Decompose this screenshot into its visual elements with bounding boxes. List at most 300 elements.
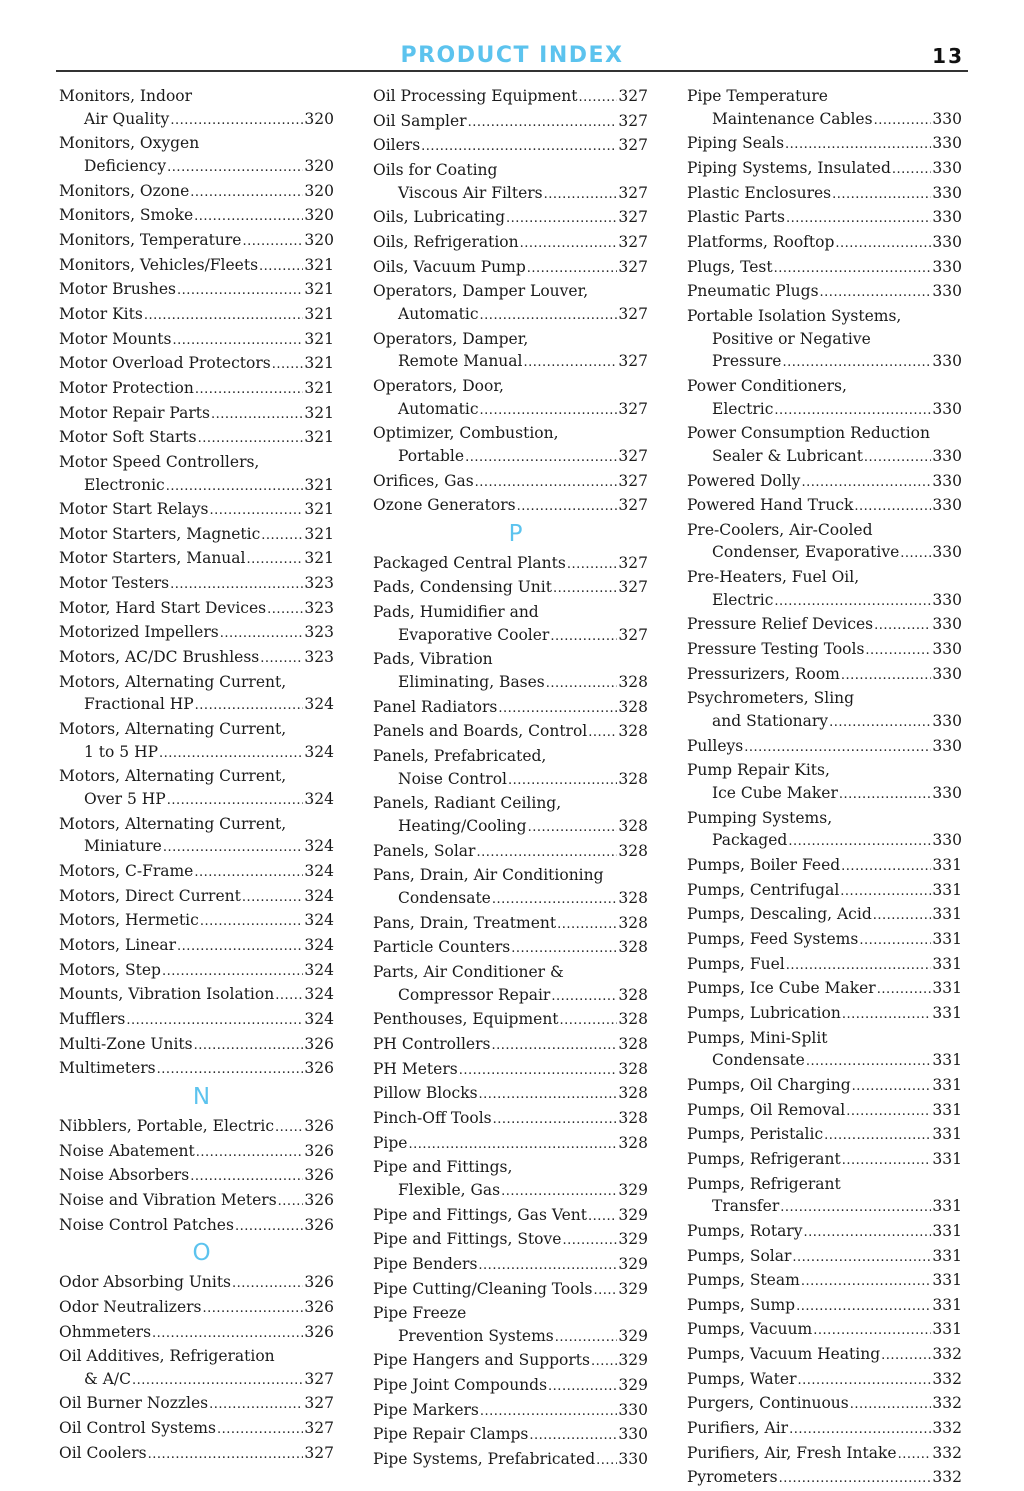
index-entry — [687, 807, 962, 854]
entry-text: Portable Isolation Systems, — [687, 306, 902, 325]
entry-text: Panels and Boards, Control — [373, 722, 588, 741]
index-entry — [687, 663, 962, 688]
entry-text: Plastic Enclosures — [687, 183, 832, 202]
entry-text: Condensate — [398, 889, 491, 907]
entry-page-number: 330 — [932, 640, 962, 659]
entry-page-number: 321 — [304, 354, 334, 373]
index-entry — [373, 1278, 648, 1303]
dot-leader — [459, 1060, 618, 1083]
entry-text: Transfer — [712, 1197, 780, 1216]
entry-text: Monitors, Vehicles/Fleets — [59, 255, 259, 274]
index-column-3 — [687, 85, 962, 1491]
index-entry — [687, 375, 962, 422]
index-entry — [687, 157, 962, 182]
entry-text: Motors, Linear — [59, 935, 177, 954]
entry-text: Pyrometers — [687, 1468, 778, 1487]
entry-page-number: 330 — [932, 352, 962, 371]
entry-page-number: 331 — [932, 979, 962, 998]
index-entry — [687, 256, 962, 281]
dot-leader — [478, 1255, 617, 1278]
dot-leader — [242, 887, 304, 910]
entry-page-number: 331 — [932, 856, 962, 874]
index-entry — [373, 1058, 648, 1083]
entry-page-number: 327 — [618, 87, 648, 105]
entry-text: Purgers, Continuous — [687, 1394, 849, 1413]
entry-text: Pipe Freeze — [373, 1304, 467, 1323]
dot-leader — [842, 1150, 932, 1173]
dot-leader — [511, 938, 617, 961]
index-entry — [687, 1027, 962, 1074]
entry-text: Noise Absorbers — [59, 1166, 190, 1185]
index-entry — [687, 1392, 962, 1417]
entry-page-number: 330 — [932, 615, 962, 634]
dot-leader — [829, 712, 931, 735]
index-entry — [687, 1343, 962, 1368]
index-entry — [687, 494, 962, 519]
entry-page-number: 330 — [932, 183, 962, 202]
entry-page-number: 332 — [932, 1468, 962, 1487]
entry-page-number: 330 — [932, 446, 962, 465]
entry-text: Pumps, Boiler Feed — [687, 856, 841, 874]
index-entry — [687, 1123, 962, 1148]
index-entry — [687, 759, 962, 806]
dot-leader — [892, 159, 932, 182]
index-entry — [59, 597, 334, 622]
entry-text: Motors, Alternating Current, — [59, 672, 287, 691]
entry-page-number: 329 — [618, 1205, 648, 1224]
entry-page-number: 326 — [304, 1116, 334, 1135]
index-entry — [373, 256, 648, 281]
entry-text: Pumps, Water — [687, 1369, 797, 1388]
entry-page-number: 321 — [304, 549, 334, 568]
dot-leader — [198, 428, 304, 451]
entry-page-number: 330 — [932, 784, 962, 803]
entry-page-number: 330 — [932, 109, 962, 128]
entry-page-number: 327 — [304, 1419, 334, 1438]
index-entry — [59, 523, 334, 548]
index-entry — [687, 1269, 962, 1294]
dot-leader — [840, 881, 931, 904]
section-letter: P — [508, 520, 523, 547]
entry-page-number: 330 — [932, 282, 962, 301]
dot-leader — [267, 599, 303, 622]
entry-page-number: 327 — [618, 352, 648, 371]
dot-leader — [528, 817, 618, 840]
index-entry — [373, 1423, 648, 1448]
entry-text: Pipe Hangers and Supports — [373, 1351, 590, 1370]
entry-page-number: 324 — [304, 837, 334, 856]
entry-text: Pipe and Fittings, — [373, 1158, 513, 1177]
dot-leader — [211, 404, 303, 427]
entry-page-number: 326 — [304, 1322, 334, 1341]
entry-page-number: 326 — [304, 1215, 334, 1234]
entry-text: Pipe Benders — [373, 1254, 478, 1273]
index-entry — [373, 110, 648, 135]
entry-text: Motors, Direct Current — [59, 886, 241, 905]
dot-leader — [835, 233, 931, 256]
entry-text: Pipe and Fittings, Gas Vent — [373, 1205, 587, 1224]
section-letter: N — [192, 1083, 211, 1110]
dot-leader — [786, 955, 932, 978]
entry-page-number: 331 — [932, 929, 962, 948]
entry-text: Pressurizers, Room — [687, 664, 840, 683]
entry-text: Pumps, Oil Removal — [687, 1100, 846, 1119]
entry-text: Motors, Hermetic — [59, 911, 199, 930]
entry-text: Motor Testers — [59, 574, 170, 593]
index-entry — [687, 1318, 962, 1343]
index-entry — [59, 498, 334, 523]
entry-text: Eliminating, Bases — [398, 673, 545, 692]
dot-leader — [194, 206, 303, 229]
dot-leader — [850, 1394, 932, 1417]
entry-text: Oil Processing Equipment — [373, 87, 578, 105]
index-entry — [373, 1033, 648, 1058]
entry-text: Pumping Systems, — [687, 808, 833, 827]
entry-text: Motor Soft Starts — [59, 428, 197, 447]
entry-page-number: 321 — [304, 428, 334, 447]
dot-leader — [209, 1394, 303, 1417]
entry-text: Packaged — [712, 831, 788, 850]
entry-text: Fractional HP — [84, 695, 194, 714]
entry-text: Pneumatic Plugs — [687, 282, 819, 301]
dot-leader — [774, 400, 931, 423]
entry-page-number: 321 — [304, 500, 334, 519]
dot-leader — [132, 1370, 303, 1393]
entry-page-number: 329 — [618, 1180, 648, 1199]
entry-text: Positive or Negative — [712, 329, 871, 348]
index-entry — [373, 648, 648, 695]
entry-page-number: 323 — [304, 574, 334, 593]
entry-text: Operators, Damper, — [373, 329, 529, 348]
dot-leader — [272, 354, 304, 377]
dot-leader — [195, 695, 304, 718]
dot-leader — [491, 1035, 617, 1058]
entry-page-number: 321 — [304, 329, 334, 348]
page-title: PRODUCT INDEX — [400, 43, 624, 68]
index-entry — [59, 402, 334, 427]
index-entry — [373, 1253, 648, 1278]
entry-page-number: 320 — [304, 156, 334, 175]
entry-page-number: 330 — [932, 496, 962, 515]
entry-text: Pads, Vibration — [373, 650, 493, 669]
entry-page-number: 331 — [932, 880, 962, 899]
entry-text: Pumps, Vacuum — [687, 1320, 813, 1339]
dot-leader — [167, 157, 303, 180]
dot-leader — [832, 184, 931, 207]
dot-leader — [779, 1468, 932, 1491]
dot-leader — [242, 231, 303, 254]
dot-leader — [555, 1327, 618, 1350]
entry-text: Motors, Alternating Current, — [59, 814, 287, 833]
dot-leader — [520, 233, 618, 256]
index-entry — [373, 206, 648, 231]
index-entry — [373, 1156, 648, 1203]
index-entry — [373, 328, 648, 375]
entry-text: Motor Overload Protectors — [59, 354, 271, 373]
dot-leader — [873, 905, 932, 928]
entry-text: Pipe Temperature — [687, 87, 828, 105]
entry-text: Motor Start Relays — [59, 500, 209, 519]
dot-leader — [567, 554, 618, 577]
entry-page-number: 330 — [618, 1400, 648, 1419]
dot-leader — [806, 1051, 932, 1074]
dot-leader — [259, 256, 303, 279]
entry-text: Oilers — [373, 136, 421, 155]
header-rule — [56, 70, 968, 72]
dot-leader — [195, 379, 304, 402]
dot-leader — [517, 496, 618, 519]
dot-leader — [820, 282, 932, 305]
dot-leader — [260, 648, 303, 671]
index-entry — [687, 1148, 962, 1173]
entry-page-number: 324 — [304, 790, 334, 809]
entry-page-number: 330 — [932, 712, 962, 731]
dot-leader — [527, 258, 618, 281]
index-entry — [687, 1294, 962, 1319]
entry-page-number: 328 — [618, 769, 648, 788]
dot-leader — [166, 476, 304, 499]
index-entry — [59, 303, 334, 328]
entry-page-number: 327 — [618, 208, 648, 227]
dot-leader — [492, 889, 618, 912]
entry-text: Ohmmeters — [59, 1322, 152, 1341]
entry-text: Oils, Refrigeration — [373, 232, 519, 251]
entry-text: Packaged Central Plants — [373, 553, 566, 572]
dot-leader — [546, 673, 618, 696]
entry-text: Pipe Joint Compounds — [373, 1376, 548, 1395]
dot-leader — [475, 472, 618, 495]
entry-text: Pumps, Sump — [687, 1295, 796, 1314]
entry-page-number: 327 — [618, 399, 648, 418]
entry-page-number: 324 — [304, 742, 334, 761]
entry-page-number: 327 — [304, 1394, 334, 1413]
entry-text: Powered Hand Truck — [687, 496, 854, 515]
index-entry — [59, 983, 334, 1008]
entry-page-number: 328 — [618, 697, 648, 716]
entry-page-number: 328 — [618, 1059, 648, 1078]
index-entry — [373, 601, 648, 648]
entry-page-number: 331 — [932, 1003, 962, 1022]
index-entry — [373, 1204, 648, 1229]
entry-text: Condenser, Evaporative — [712, 543, 900, 562]
index-entry — [59, 1115, 334, 1140]
entry-page-number: 324 — [304, 911, 334, 930]
dot-leader — [813, 1320, 931, 1343]
entry-text: Motors, Step — [59, 960, 161, 979]
index-entry — [687, 206, 962, 231]
entry-page-number: 327 — [618, 578, 648, 597]
entry-page-number: 320 — [304, 181, 334, 200]
entry-page-number: 328 — [618, 1133, 648, 1152]
entry-text: Multi-Zone Units — [59, 1034, 193, 1053]
entry-text: Nibblers, Portable, Electric — [59, 1116, 275, 1135]
index-entry — [687, 519, 962, 566]
entry-text: Oils, Vacuum Pump — [373, 257, 526, 276]
entry-text: Pumps, Mini-Split — [687, 1028, 828, 1047]
entry-text: Pumps, Steam — [687, 1271, 800, 1290]
entry-text: Maintenance Cables — [712, 109, 873, 128]
index-entry — [373, 1132, 648, 1157]
entry-text: Monitors, Temperature — [59, 230, 242, 249]
index-entry — [373, 231, 648, 256]
dot-leader — [501, 1181, 617, 1204]
entry-page-number: 326 — [304, 1034, 334, 1053]
dot-leader — [839, 784, 932, 807]
index-entry — [373, 134, 648, 159]
entry-page-number: 324 — [304, 960, 334, 979]
entry-text: Purifiers, Air, Fresh Intake — [687, 1443, 897, 1462]
index-entry — [373, 840, 648, 865]
entry-text: Mufflers — [59, 1009, 126, 1028]
dot-leader — [785, 134, 931, 157]
entry-text: Panels, Radiant Ceiling, — [373, 794, 562, 813]
entry-text: Pipe Repair Clamps — [373, 1425, 529, 1444]
index-entry — [687, 305, 962, 375]
index-entry — [373, 494, 648, 519]
dot-leader — [247, 549, 304, 572]
entry-page-number: 324 — [304, 1009, 334, 1028]
index-entry — [373, 375, 648, 422]
dot-leader — [553, 578, 617, 601]
entry-page-number: 321 — [304, 255, 334, 274]
dot-leader — [144, 305, 304, 328]
dot-leader — [789, 1419, 931, 1442]
entry-page-number: 326 — [304, 1059, 334, 1078]
index-entry — [59, 646, 334, 671]
index-entry — [59, 671, 334, 718]
index-entry — [59, 718, 334, 765]
entry-text: Pump Repair Kits, — [687, 761, 830, 780]
entry-text: Oil Burner Nozzles — [59, 1394, 209, 1413]
entry-text: Pumps, Ice Cube Maker — [687, 979, 876, 998]
dot-leader — [859, 930, 931, 953]
entry-text: Operators, Damper Louver, — [373, 282, 589, 301]
index-entry — [687, 1074, 962, 1099]
entry-page-number: 330 — [932, 543, 962, 562]
entry-text: Motors, C-Frame — [59, 862, 194, 880]
entry-text: Heating/Cooling — [398, 817, 527, 836]
index-entry — [59, 1214, 334, 1239]
index-entry — [373, 912, 648, 937]
dot-leader — [774, 591, 931, 614]
index-entry — [687, 1002, 962, 1027]
dot-leader — [774, 258, 932, 281]
entry-page-number: 328 — [618, 817, 648, 836]
entry-text: Pinch-Off Tools — [373, 1108, 492, 1127]
entry-text: 1 to 5 HP — [84, 742, 159, 761]
entry-text: Oils for Coating — [373, 160, 498, 179]
index-entry — [373, 1374, 648, 1399]
entry-page-number: 330 — [932, 232, 962, 251]
entry-text: Pressure Testing Tools — [687, 640, 865, 659]
dot-leader — [548, 1376, 617, 1399]
entry-page-number: 328 — [618, 1108, 648, 1127]
dot-leader — [167, 790, 304, 813]
index-entry — [59, 572, 334, 597]
index-entry — [373, 1302, 648, 1349]
entry-page-number: 327 — [618, 625, 648, 644]
entry-text: Pulleys — [687, 736, 744, 755]
dot-leader — [275, 985, 303, 1008]
entry-text: Motor Kits — [59, 304, 143, 323]
entry-page-number: 332 — [932, 1345, 962, 1364]
entry-page-number: 330 — [618, 1425, 648, 1444]
entry-text: Oil Sampler — [373, 111, 467, 130]
dot-leader — [148, 1444, 304, 1467]
entry-page-number: 331 — [932, 1075, 962, 1094]
index-entry — [59, 1296, 334, 1321]
dot-leader — [560, 1010, 618, 1033]
entry-page-number: 330 — [932, 257, 962, 276]
entry-text: Pipe Markers — [373, 1400, 479, 1419]
index-entry — [687, 280, 962, 305]
dot-leader — [194, 1035, 304, 1058]
entry-text: Pumps, Peristalic — [687, 1125, 824, 1144]
entry-text: Multimeters — [59, 1059, 156, 1078]
index-entry — [59, 1271, 334, 1296]
entry-page-number: 331 — [932, 1051, 962, 1070]
index-entry — [687, 85, 962, 132]
entry-text: Sealer & Lubricant — [712, 446, 863, 465]
dot-leader — [480, 1401, 618, 1424]
dot-leader — [591, 1351, 617, 1374]
index-entry — [59, 1442, 334, 1467]
dot-leader — [421, 136, 617, 159]
entry-text: Particle Counters — [373, 938, 511, 957]
entry-page-number: 324 — [304, 862, 334, 880]
dot-leader — [786, 208, 931, 231]
dot-leader — [588, 722, 617, 745]
entry-page-number: 320 — [304, 206, 334, 225]
entry-page-number: 330 — [932, 208, 962, 227]
dot-leader — [126, 1010, 303, 1033]
entry-page-number: 328 — [618, 841, 648, 860]
entry-text: Motors, Alternating Current, — [59, 767, 287, 786]
entry-text: Pillow Blocks — [373, 1084, 478, 1103]
entry-text: Air Quality — [84, 109, 170, 128]
entry-page-number: 328 — [618, 1084, 648, 1103]
dot-leader — [803, 1222, 931, 1245]
dot-leader — [841, 856, 931, 879]
entry-text: Motor, Hard Start Devices — [59, 598, 267, 617]
index-entry — [373, 85, 648, 110]
index-entry — [687, 854, 962, 879]
entry-text: Pumps, Centrifugal — [687, 880, 840, 899]
index-entry — [687, 953, 962, 978]
entry-page-number: 321 — [304, 403, 334, 422]
entry-page-number: 324 — [304, 695, 334, 714]
dot-leader — [801, 472, 931, 495]
entry-page-number: 324 — [304, 935, 334, 954]
dot-leader — [544, 184, 618, 207]
index-entry — [59, 1321, 334, 1346]
dot-leader — [465, 447, 617, 470]
entry-text: Odor Neutralizers — [59, 1297, 202, 1316]
dot-leader — [200, 911, 304, 934]
entry-page-number: 328 — [618, 673, 648, 692]
entry-page-number: 327 — [618, 183, 648, 202]
entry-text: Motors, Alternating Current, — [59, 720, 287, 739]
dot-leader — [170, 574, 303, 597]
dot-leader — [596, 1450, 617, 1473]
index-entry — [59, 1140, 334, 1165]
entry-page-number: 321 — [304, 280, 334, 299]
dot-leader — [232, 1273, 303, 1296]
entry-page-number: 332 — [932, 1369, 962, 1388]
dot-leader — [788, 831, 931, 854]
dot-leader — [588, 1206, 617, 1229]
entry-text: Motor Repair Parts — [59, 403, 210, 422]
